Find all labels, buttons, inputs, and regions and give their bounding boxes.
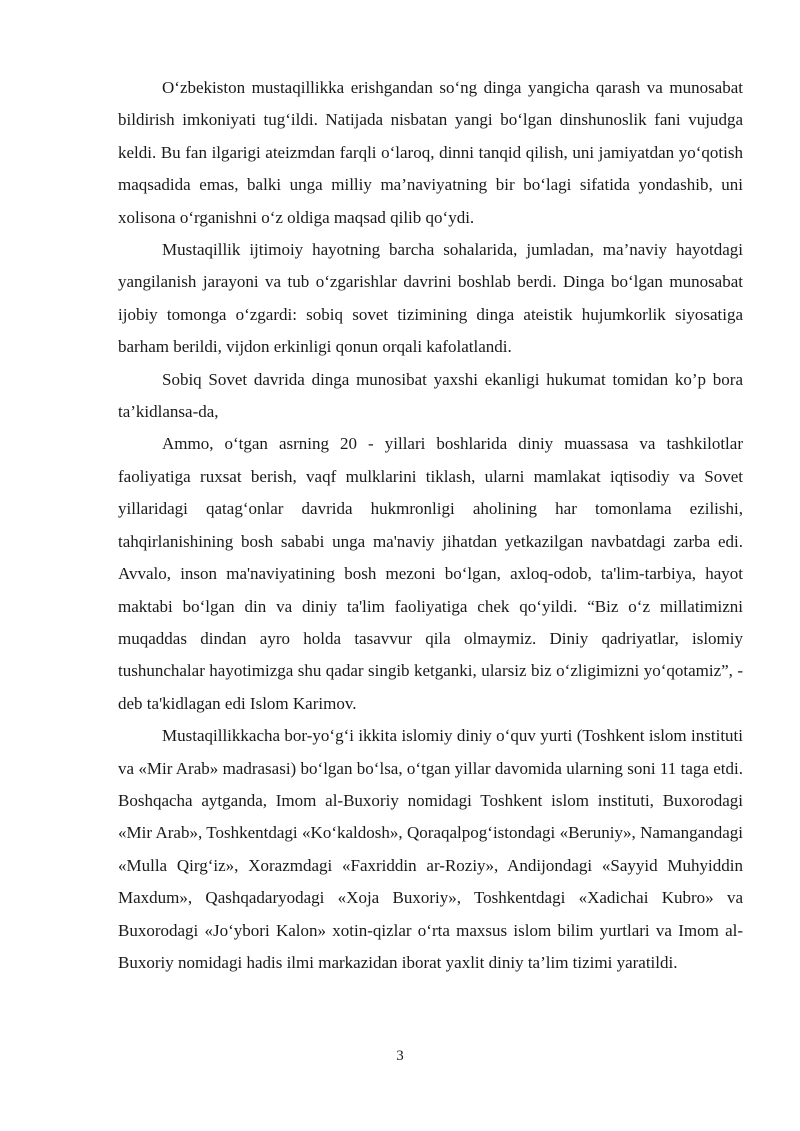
paragraph-5: Mustaqillikkacha bor-yo‘g‘i ikkita islomiy diniy o‘quv yurti (Toshkent islom instituti va «Mir Arab» madrasasi) bo‘lgan bo‘lsa, o‘tgan yillar davomida ularning soni 11 taga etdi. Boshqacha aytganda, Imom al-Buxoriy nomidagi Toshkent islom instituti, Buxorodagi «Mir Arab», Toshkentdagi «Ko‘kaldosh», Qoraqalpog‘istondagi «Beruniy», Namangandagi «Mulla Qirg‘iz», Xorazmdagi «Faxriddin ar-Roziy», Andijondagi «Sayyid Muhyiddin Maxdum», Qashqadaryodagi «Xoja Buxoriy», Toshkentdagi «Xadichai Kubro» va Buxorodagi «Jo‘ybori Kalon» xotin-qizlar o‘rta maxsus islom bilim yurtlari va Imom al-Buxoriy nomidagi hadis ilmi markazidan iborat yaxlit diniy ta’lim tizimi yaratildi. — [118, 726, 743, 972]
body-text — [118, 72, 743, 979]
paragraph-4: Ammo, o‘tgan asrning 20 - yillari boshlarida diniy muassasa va tashkilotlar faoliyatiga ruxsat berish, vaqf mulklarini tiklash, ularni mamlakat iqtisodiy va Sovet yillaridagi qatag‘onlar davrida hukmronligi aholining har tomonlama ezilishi, tahqirlanishining bosh sababi unga ma'naviy jihatdan yetkazilgan navbatdagi zarba edi. Avvalo, inson ma'naviyatining bosh mezoni bo‘lgan, axloq-odob, ta'lim-tarbiya, hayot maktabi bo‘lgan din va diniy ta'lim faoliyatiga chek qo‘yildi. “Biz o‘z millatimizni muqaddas dindan ayro holda tasavvur qila olmaymiz. Diniy qadriyatlar, islomiy tushunchalar hayotimizga shu qadar singib ketganki, ularsiz biz o‘zligimizni yo‘qotamiz”, - deb ta'kidlagan edi Islom Karimov. — [118, 434, 743, 713]
page-number: 3 — [396, 1048, 404, 1064]
paragraph-2: Mustaqillik ijtimoiy hayotning barcha sohalarida, jumladan, ma’naviy hayotdagi yangilanish jarayoni va tub o‘zgarishlar davrini boshlab berdi. Dinga bo‘lgan munosabat ijobiy tomonga o‘zgardi: sobiq sovet tizimining dinga ateistik hujumkorlik siyosatiga barham berildi, vijdon erkinligi qonun orqali kafolatlandi. — [118, 240, 743, 357]
paragraph-1: O‘zbekiston mustaqillikka erishgandan so‘ng dinga yangicha qarash va munosabat bildirish imkoniyati tug‘ildi. Natijada nisbatan yangi bo‘lgan dinshunoslik fani vujudga keldi. Bu fan ilgarigi ateizmdan farqli o‘laroq, dinni tanqid qilish, uni jamiyatdan yo‘qotish maqsadida emas, balki unga milliy ma’naviyatning bir bo‘lagi sifatida yondashib, uni xolisona o‘rganishni o‘z oldiga maqsad qilib qo‘ydi. — [118, 78, 743, 227]
paragraph-3: Sobiq Sovet davrida dinga munosibat yaxshi ekanligi hukumat tomidan ko’p bora ta’kidlansa-da, — [118, 369, 743, 422]
